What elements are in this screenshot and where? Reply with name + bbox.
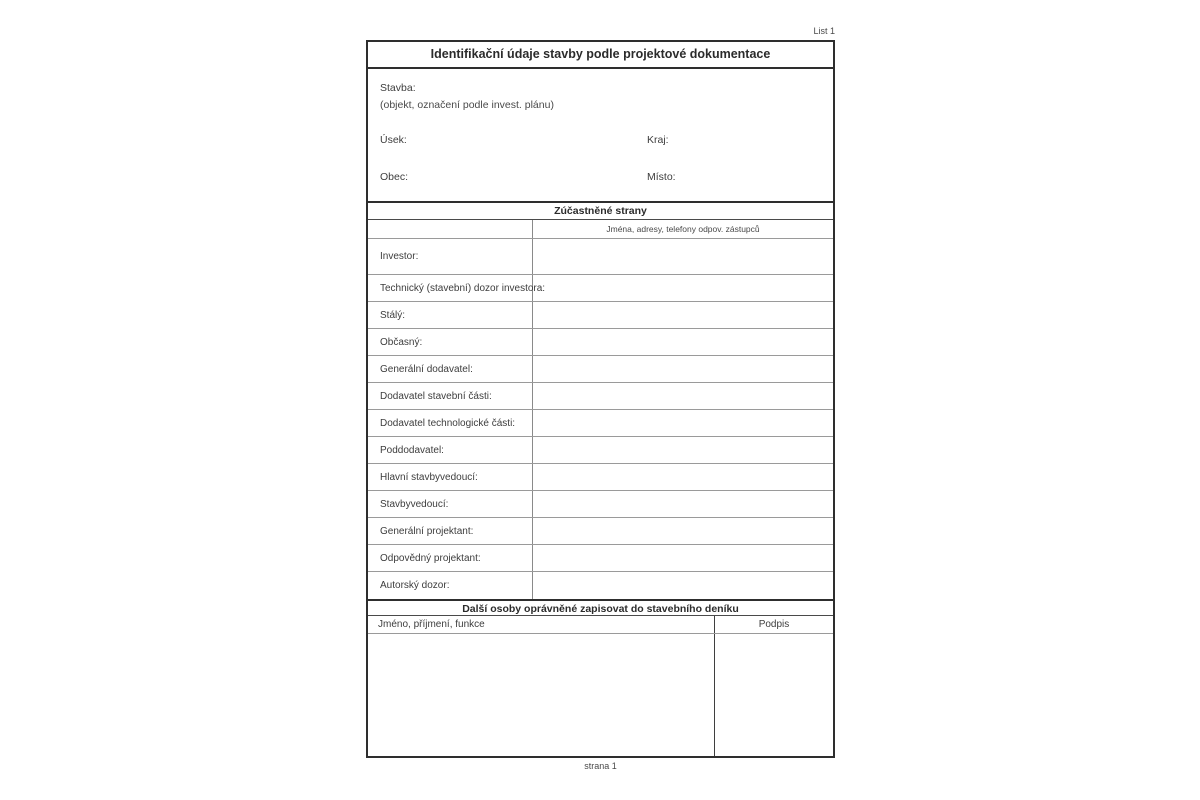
signature-entry-cell[interactable]: [715, 634, 833, 756]
party-row-label: Poddodavatel:: [368, 437, 533, 463]
row-investor: [368, 239, 833, 275]
other-persons-columns-row: [368, 616, 833, 634]
obec-label: Obec:: [380, 171, 409, 183]
party-row-label: Dodavatel technologické části:: [368, 410, 533, 436]
row-generalni-projektant: [368, 518, 833, 545]
party-row-value-cell[interactable]: [533, 572, 833, 599]
party-row-value-cell[interactable]: [533, 275, 833, 301]
parties-section-header: Zúčastněné strany: [368, 203, 833, 220]
party-row-value-cell[interactable]: [533, 383, 833, 409]
party-row-value-cell[interactable]: [533, 356, 833, 382]
kraj-label: Kraj:: [647, 134, 669, 146]
name-entry-cell[interactable]: [368, 634, 715, 756]
party-row-value-cell[interactable]: [533, 329, 833, 355]
party-row-label: Odpovědný projektant:: [368, 545, 533, 571]
other-persons-section-header: Další osoby oprávněné zapisovat do stavebního deníku: [368, 599, 833, 616]
other-persons-entry-area: [368, 634, 833, 756]
stavba-label: Stavba:: [380, 82, 416, 94]
row-obcasny: [368, 329, 833, 356]
identification-form-table: [366, 40, 835, 758]
form-title: Identifikační údaje stavby podle projektové dokumentace: [368, 42, 833, 69]
stavba-note: (objekt, označení podle invest. plánu): [380, 99, 554, 111]
party-row-label: Dodavatel stavební části:: [368, 383, 533, 409]
sheet-number-label: List 1: [813, 26, 835, 36]
row-odpovedny-projektant: [368, 545, 833, 572]
row-autorsky-dozor: [368, 572, 833, 599]
row-poddodavatel: [368, 437, 833, 464]
row-dodavatel-technologicke-casti: [368, 410, 833, 437]
party-row-value-cell[interactable]: [533, 410, 833, 436]
row-dodavatel-stavebni-casti: [368, 383, 833, 410]
party-row-label: Generální dodavatel:: [368, 356, 533, 382]
building-info-cell[interactable]: [368, 69, 833, 203]
party-row-value-cell[interactable]: [533, 437, 833, 463]
parties-columns-row: [368, 220, 833, 239]
row-staly: [368, 302, 833, 329]
signature-column-header: Podpis: [758, 619, 790, 630]
party-row-value-cell[interactable]: [533, 518, 833, 544]
party-row-value-cell[interactable]: [533, 464, 833, 490]
party-row-value-cell[interactable]: [533, 239, 833, 274]
row-hlavni-stavbyvedouci: [368, 464, 833, 491]
party-row-label: Stálý:: [368, 302, 533, 328]
party-row-value-cell[interactable]: [533, 491, 833, 517]
usek-label: Úsek:: [380, 134, 407, 146]
party-row-label: Stavbyvedoucí:: [368, 491, 533, 517]
party-row-value-cell[interactable]: [533, 545, 833, 571]
party-row-label: Generální projektant:: [368, 518, 533, 544]
party-row-label: Hlavní stavbyvedoucí:: [368, 464, 533, 490]
row-generalni-dodavatel: [368, 356, 833, 383]
parties-columns-left-spacer: [368, 220, 533, 238]
row-technicky-dozor-investora: [368, 275, 833, 302]
page-number-label: strana 1: [584, 761, 617, 771]
party-row-label: Občasný:: [368, 329, 533, 355]
parties-columns-note: Jména, adresy, telefony odpov. zástupců: [606, 224, 760, 234]
misto-label: Místo:: [647, 171, 676, 183]
row-stavbyvedouci: [368, 491, 833, 518]
name-column-header: Jméno, příjmení, funkce: [368, 616, 715, 633]
party-row-value-cell[interactable]: [533, 302, 833, 328]
party-row-label: Autorský dozor:: [368, 572, 533, 599]
party-row-label: Technický (stavební) dozor investora:: [368, 275, 533, 301]
party-row-label: Investor:: [368, 239, 533, 274]
